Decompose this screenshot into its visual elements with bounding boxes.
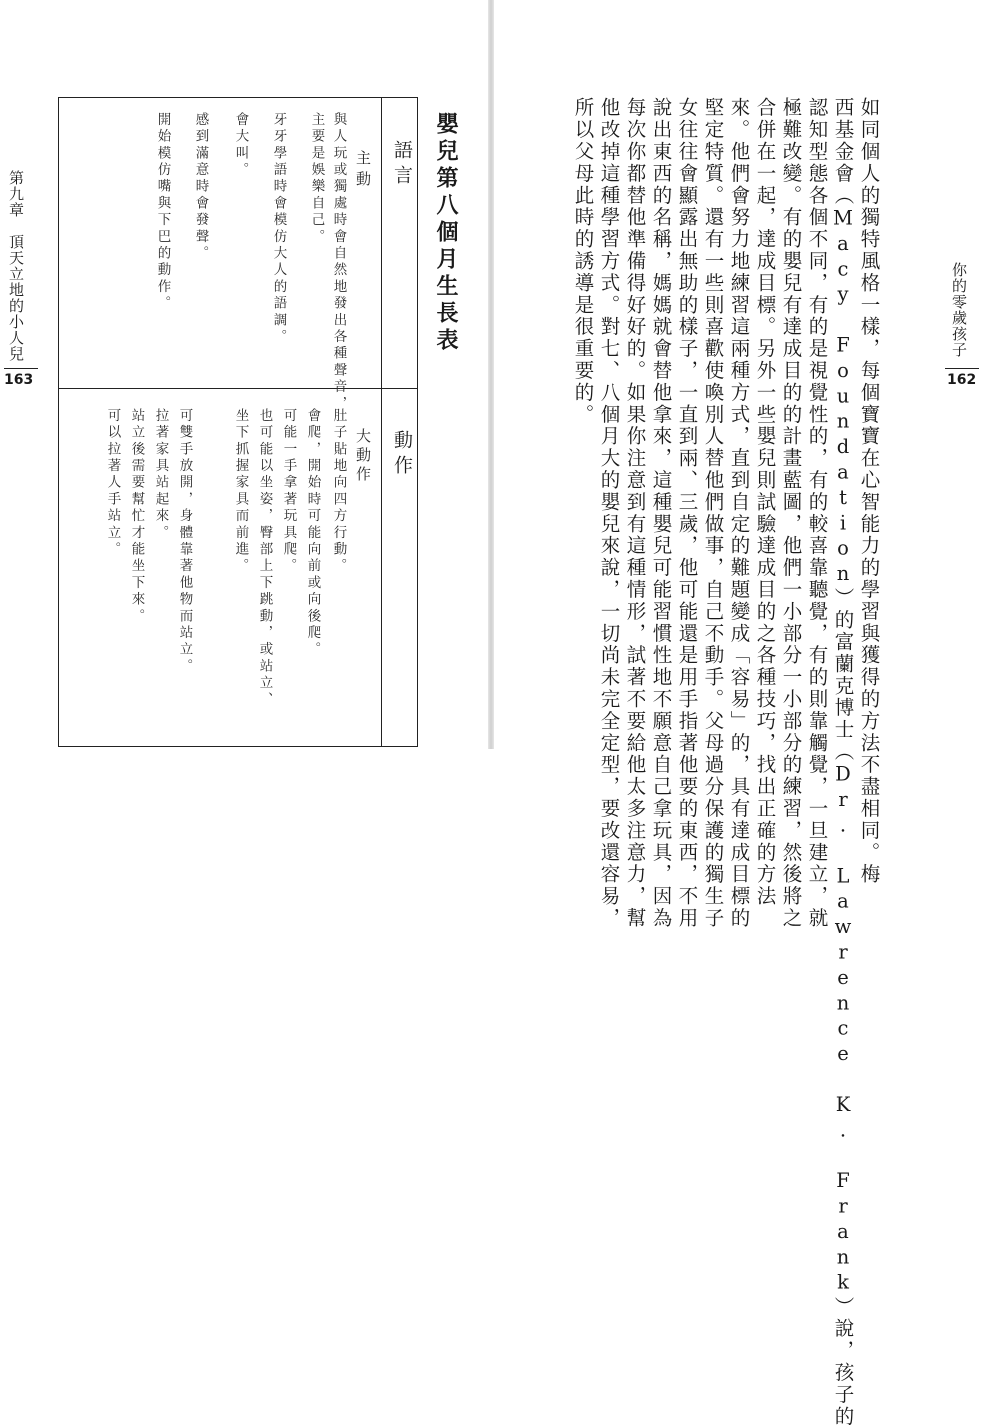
action-item: 坐下抓握家具而前進。 — [232, 408, 249, 575]
right-page — [493, 0, 985, 1428]
language-item: 牙牙學語時會模仿大人的語調。 — [270, 112, 287, 346]
language-item: 與人玩或獨處時會自然地發出各種聲音， — [330, 112, 347, 413]
growth-table — [58, 97, 418, 747]
language-item: 開始模仿嘴與下巴的動作。 — [154, 112, 171, 313]
action-item: 肚子貼地向四方行動。 — [330, 408, 347, 575]
action-item: 可雙手放開，身體靠著他物而站立。 — [176, 408, 193, 676]
action-item: 拉著家具站起來。 — [152, 408, 169, 542]
running-head-left: 第九章 頂天立地的小人兒 — [7, 170, 25, 362]
language-item: 主要是娛樂自己。 — [308, 112, 325, 246]
language-sub-header: 主動 — [354, 150, 372, 192]
body-column: 認知型態各個不同，有的是視覺性的，有的較喜靠聽覺，有的則靠觸覺，一旦建立，就 — [805, 97, 829, 930]
table-row-divider — [59, 388, 417, 389]
action-item: 會爬，開始時可能向前或向後爬。 — [304, 408, 321, 659]
body-column: 說出東西的名稱，媽媽就會替他拿來，這種嬰兒可能習慣性地不願意自己拿玩具，因為 — [649, 97, 673, 930]
body-column: 來。他們會努力地練習這兩種方式，直到自定的難題變成「容易」的，具有達成目標的 — [727, 97, 751, 930]
language-item: 會大叫。 — [232, 112, 249, 179]
language-header: 語言 — [391, 140, 413, 190]
body-column: 極難改變。有的嬰兒有達成目的的計畫藍圖，他們一小部分一小部分的練習，然後將之 — [779, 97, 803, 930]
body-column: 合併在一起，達成目標。另外一些嬰兒則試驗達成目的之各種技巧，找出正確的方法 — [753, 97, 777, 908]
action-item: 也可能以坐姿，臀部上下跳動，或站立、 — [256, 408, 273, 709]
page-number-rule-left — [4, 368, 38, 369]
page-number-right: 162 — [947, 372, 977, 388]
left-page — [0, 0, 490, 749]
action-header: 動作 — [391, 430, 413, 480]
body-column: 每次你都替他準備得好好的。如果你注意到有這種情形，試著不要給他太多注意力，幫 — [623, 97, 647, 930]
body-column: 女往往會顯露出無助的樣子，一直到兩、三歲，他可能還是用手指著他要的東西，不用 — [675, 97, 699, 930]
language-item: 感到滿意時會發聲。 — [192, 112, 209, 263]
action-item: 站立後需要幫忙才能坐下來。 — [128, 408, 145, 626]
body-column: 他改掉這種學習方式。對七、八個月大的嬰兒來說，一切尚未完全定型，要改還容易， — [597, 97, 621, 930]
action-item: 可能一手拿著玩具爬。 — [280, 408, 297, 575]
page-number-left: 163 — [4, 372, 34, 388]
body-column: 如同個人的獨特風格一樣，每個寶寶在心智能力的學習與獲得的方法不盡相同。梅 — [857, 97, 881, 886]
body-column: 堅定特質。還有一些則喜歡使喚別人替他們做事，自己不動手。父母過分保護的獨生子 — [701, 97, 725, 930]
action-item: 可以拉著人手站立。 — [104, 408, 121, 559]
body-column: 所以父母此時的誘導是很重要的。 — [571, 97, 595, 426]
running-head-right: 你的零歲孩子 — [950, 262, 968, 358]
table-mid-divider-upper — [381, 98, 382, 746]
body-column: 西基金會（Macy Foundation）的富蘭克博士（Dr. Lawrence K. Frank）說，孩子的 — [831, 97, 855, 1428]
table-title: 嬰兒第八個月生長表 — [433, 112, 458, 355]
action-sub-header: 大動作 — [354, 428, 372, 485]
page-number-rule-right — [945, 368, 979, 369]
